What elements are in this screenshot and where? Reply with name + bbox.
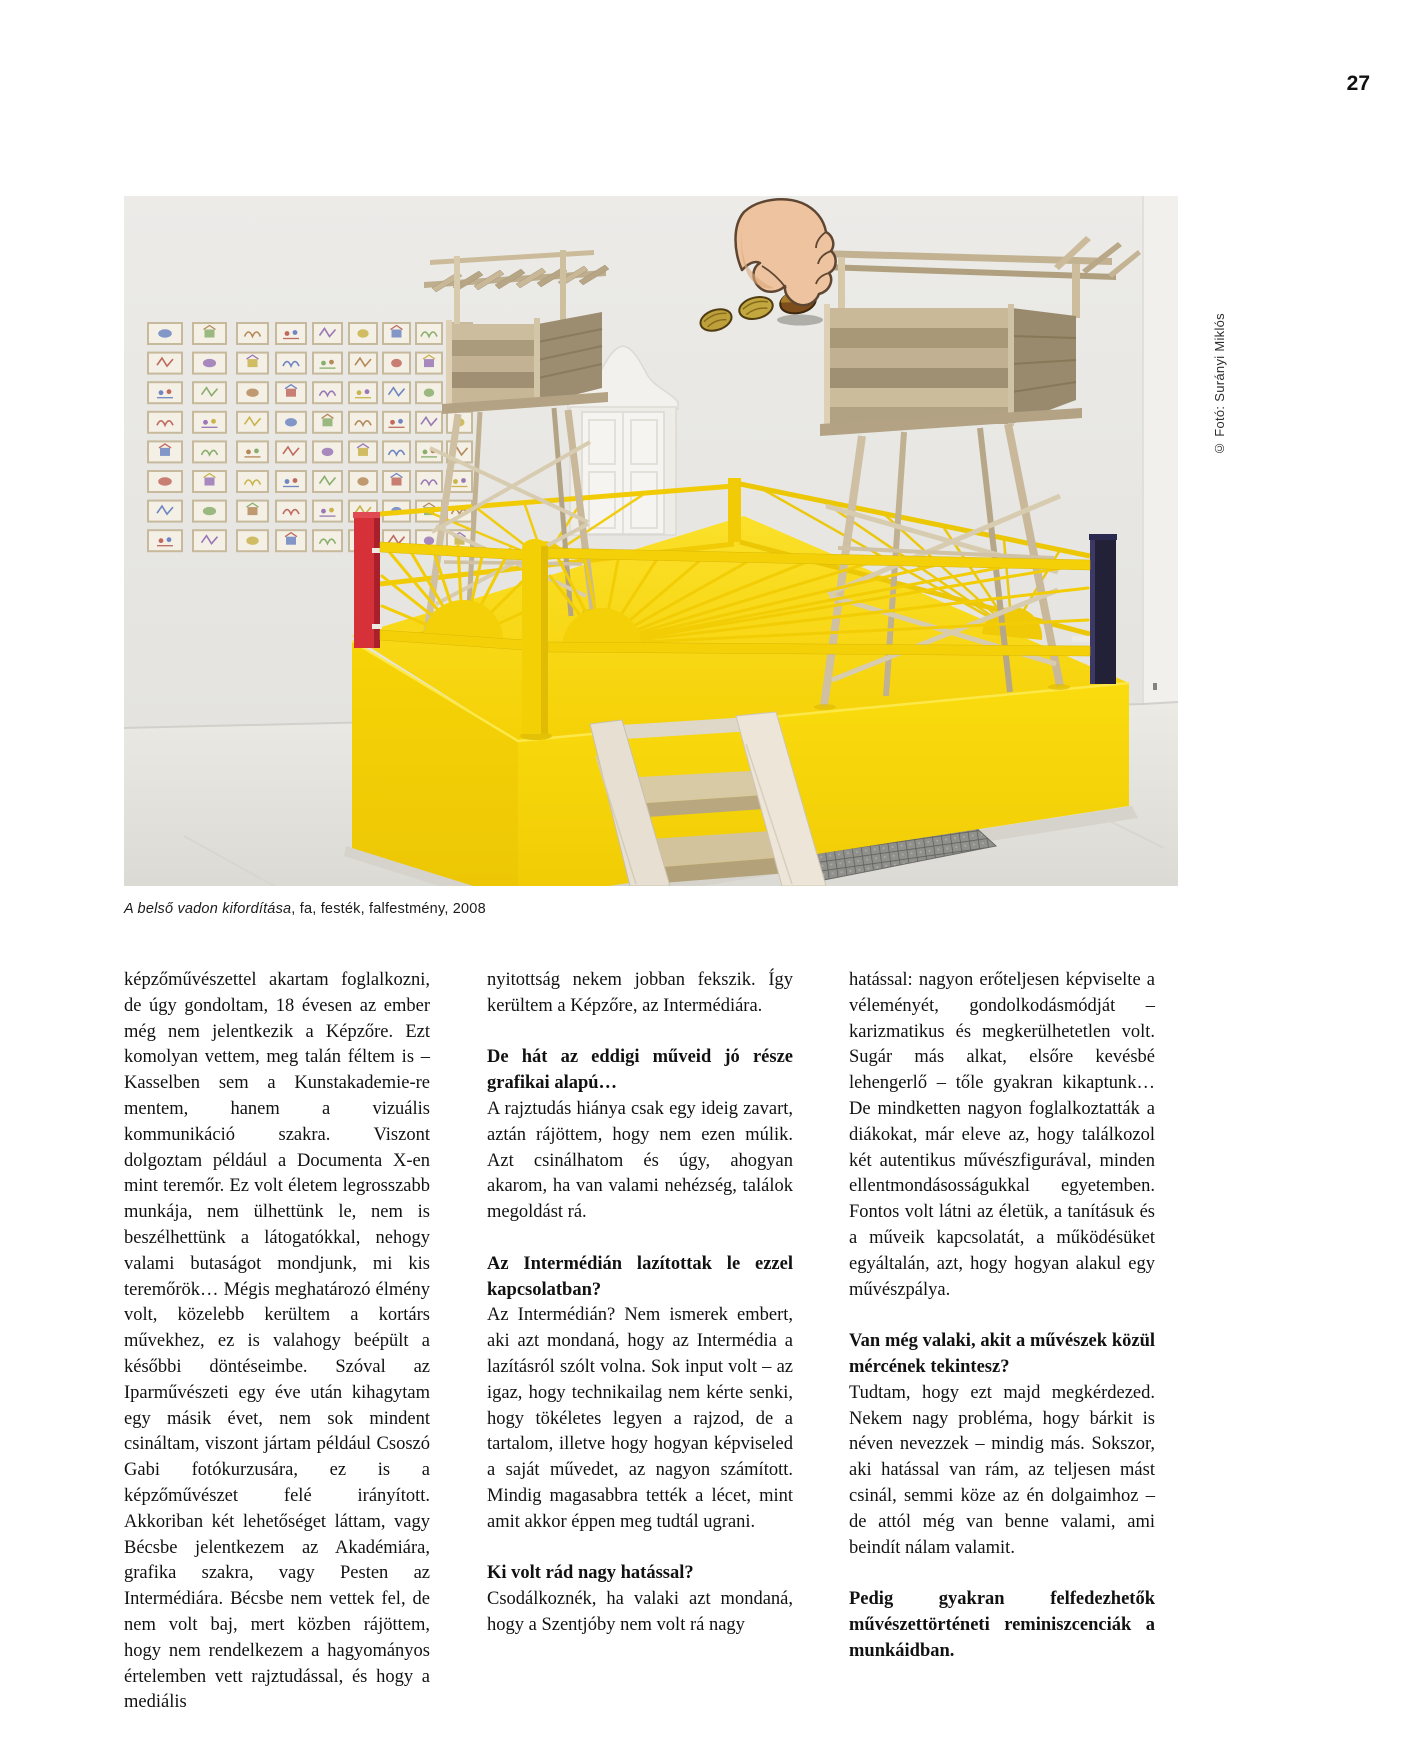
exhibition-photo (124, 196, 1178, 886)
article-column-1 (124, 968, 430, 1716)
fig-shadow (777, 315, 823, 326)
tower-cabin (442, 312, 608, 414)
answer-paragraph: Az Intermédián? Nem ismerek embert, aki azt mondaná, hogy az Intermédia a lazításról szólt volna. Sok input volt – az igaz, hogy technikailag nem kérte senki, hogy tökéletes legyen a rajzod, de a tartalom, illetve hogy hogyan képviseled a saját művedet, az nagyon számított. Mindig magasabbra tették a lécet, mint amit akkor éppen meg tudtál ugrani. (487, 1305, 793, 1532)
artwork-details: , fa, festék, falfestmény, 2008 (291, 901, 486, 917)
photo-credit: © Fotó: Surányi Miklós (1212, 313, 1227, 456)
answer-paragraph: Csodálkoznék, ha valaki azt mondaná, hogy a Szentjóby nem volt rá nagy (487, 1589, 793, 1635)
answer-paragraph: Tudtam, hogy ezt majd megkérdezed. Nekem nagy probléma, hogy bárkit is néven nevezzek – mindig más. Sokszor, aki hatással van rám, az teljesen mást csinál, semmi köze az én dolgaimhoz – de attól még van benne valami, ami beindít nálam valamit. (849, 1382, 1155, 1558)
answer-paragraph: nyitottság nekem jobban fekszik. Így kerültem a Képzőre, az Intermédiára. (487, 970, 793, 1016)
interview-question: Az Intermédián lazítottak le ezzel kapcsolatban? (487, 1253, 793, 1300)
interview-question: Ki volt rád nagy hatással? (487, 1563, 694, 1584)
page-number: 27 (1346, 72, 1370, 95)
tower-cabin (820, 304, 1082, 436)
wall-outlet (1153, 683, 1157, 690)
back-corner-post (728, 478, 741, 542)
wall-right-sliver (1143, 196, 1178, 708)
figure (124, 196, 1178, 886)
artwork-title: A belső vadon kifordítása (124, 901, 292, 917)
article-column-3 (849, 968, 1155, 1665)
interview-question: De hát az eddigi műveid jó része grafikai alapú… (487, 1047, 793, 1094)
interview-question: Pedig gyakran felfedezhetők művészettörténeti reminiszcenciák a munkáidban. (849, 1589, 1155, 1661)
interview-question: Van még valaki, akit a művészek közül mércének tekintesz? (849, 1331, 1155, 1377)
corner-post-front (520, 539, 552, 740)
answer-paragraph: hatással: nagyon erőteljesen képviselte a véleményét, gondolkodásmódját – karizmatikus és megkerülhetetlen volt. Sugár más alkat, elsőre kevésbé lehengerlő – tőle gyakran kikaptunk… De mindketten nagyon foglalkoztatták a diákokat, már eleve az, hogy találkozol két autentikus művészfigurával, minden ellentmondásosságukkal egyetemben. Fontos volt látni az életük, a tanításuk és a műveik kapcsolatát, a működésüket egyáltalán, azt, hogy hogyan alakul egy művészpálya. (849, 970, 1155, 1300)
answer-paragraph: képzőművészettel akartam foglalkozni, de úgy gondoltam, 18 évesen az ember még nem jelentkezik a Képzőre. Ezt komolyan vettem, meg talán féltem is – Kasselben sem a Kunstakademie-re mentem, hanem a vizuális kommunikáció szakra. Viszont dolgoztam például a Documenta X-en mint teremőr. Ez volt életem legrosszabb munkája, nem ülhettünk le, nem is beszélhettünk a látogatókkal, nehogy valami butaságot mondjunk, mi kis teremőrök… Mégis meghatározó élmény volt, közelebb kerültem a kortárs művekhez, ez is valahogy beépült a későbbi döntéseimbe. Szóval az Iparművészeti egy éve után kihagytam egy másik évet, nem sok mindent csináltam, viszont jártam például Csoszó Gabi fotókurzusára, ez is a képzőművészet felé irányított. Akkoriban két lehetőséget láttam, vagy Bécsbe jelentkezem az Akadémiára, grafika szakra, vagy Pesten az Intermédiára. Bécsbe nem vettek fel, de nem volt baj, mert közben rájöttem, hogy nem rendelkezem a hagyományos értelemben vett rajztudással, és hogy a mediális (124, 970, 430, 1713)
article-column-2 (487, 968, 793, 1639)
figure-caption (124, 901, 924, 917)
answer-paragraph: A rajztudás hiánya csak egy ideig zavart, aztán rájöttem, hogy nem ezen múlik. Azt csinálhatom és úgy, ahogyan akarom, ha van valami nehézség, találok megoldást rá. (487, 1098, 793, 1223)
